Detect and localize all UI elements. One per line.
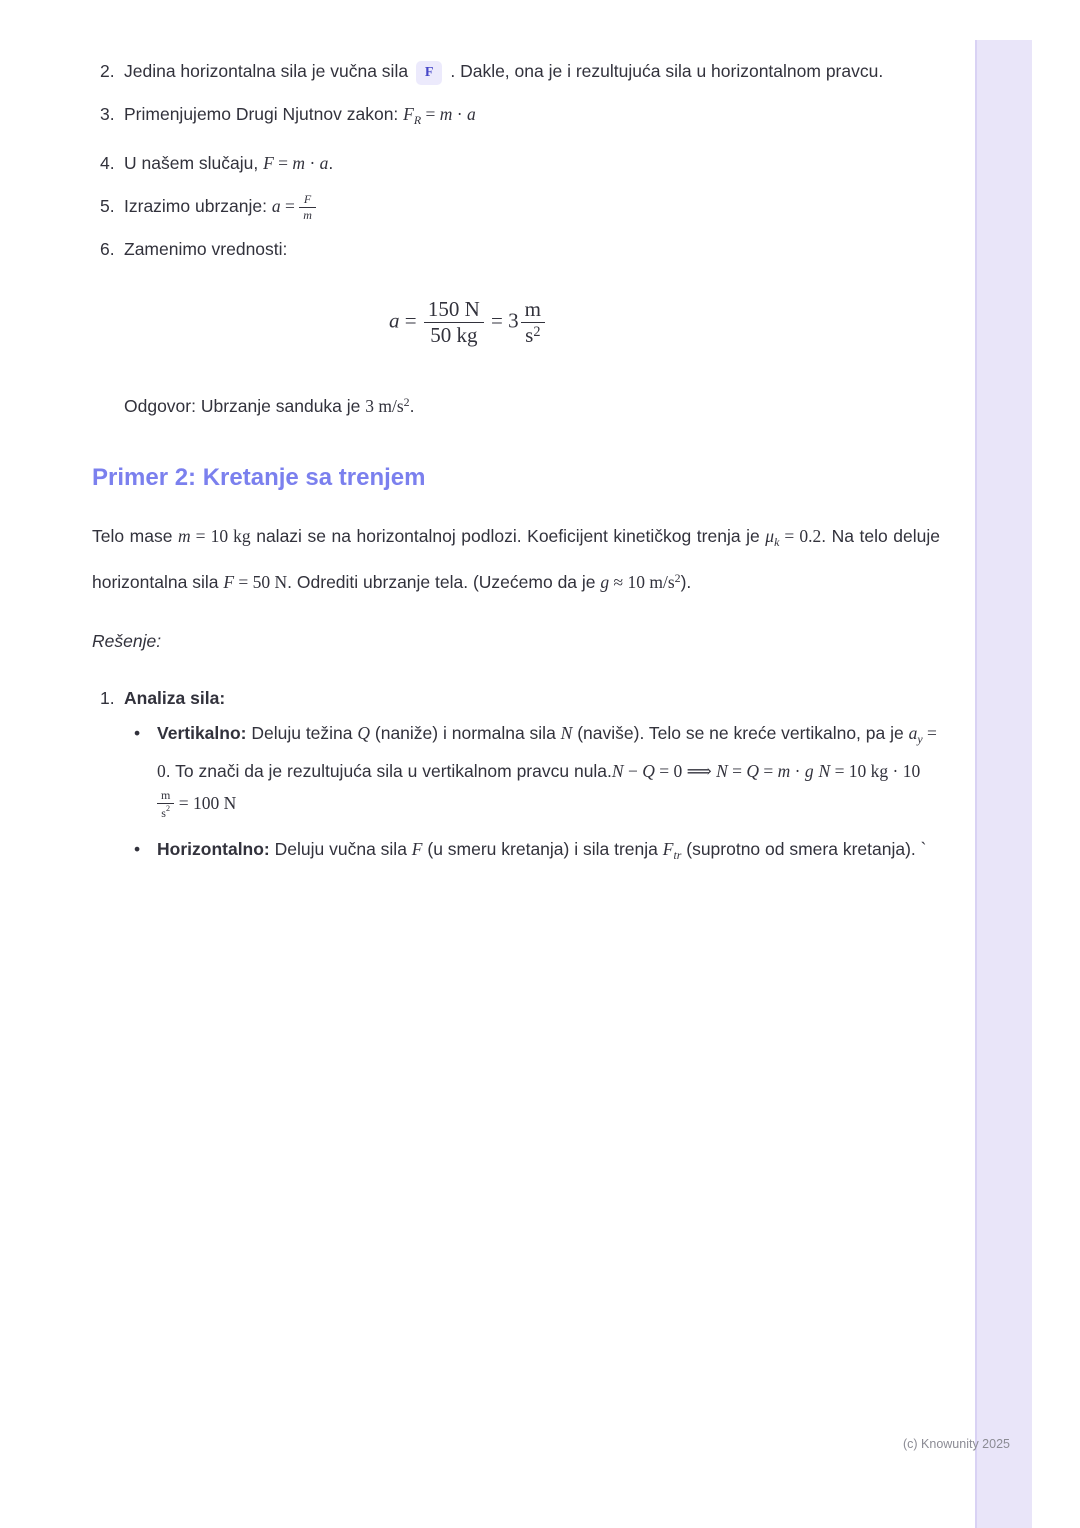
math-run: = 0: [157, 722, 937, 781]
fraction-numerator: [299, 192, 316, 207]
answer-line: [124, 387, 940, 422]
math-run: ·: [305, 153, 320, 173]
analysis-item-1: [100, 683, 940, 714]
math-run: a: [389, 308, 400, 333]
text-run: Odgovor: Ubrzanje sanduka je: [124, 395, 366, 416]
math-run: = 50 N: [234, 571, 288, 592]
step-item-2: [100, 56, 940, 87]
step-number: 6.: [100, 239, 115, 260]
math-run: =: [399, 308, 422, 333]
math-run: = 3: [485, 308, 519, 333]
analysis-list: [92, 683, 940, 714]
step-item-5: [100, 191, 940, 222]
fraction-numerator: [157, 788, 174, 803]
text-run: (naviše). Telo se ne kreće vertikalno, pa je: [572, 722, 909, 743]
text-run: (u smeru kretanja) i sila trenja: [422, 838, 663, 859]
copyright-footer: (c) Knowunity 2025: [902, 1437, 1010, 1451]
text-run: ).: [680, 571, 692, 592]
text-run: Jedina horizontalna sila je vučna sila: [124, 61, 413, 81]
math-run: ·: [790, 760, 805, 781]
math-run: F: [223, 571, 235, 592]
math-run: s: [525, 323, 534, 348]
fraction-denominator: [299, 208, 316, 222]
section-heading: Primer 2: Kretanje sa trenjem: [92, 463, 426, 491]
text-run: .: [328, 153, 334, 173]
math-run: k: [774, 534, 780, 549]
math-run: a: [908, 722, 918, 743]
math-run: = 0.2: [779, 525, 822, 546]
text-run: Primenjujemo Drugi Njutnov zakon:: [124, 104, 404, 124]
math-run: ·: [452, 104, 467, 124]
step-number: 4.: [100, 153, 115, 173]
text-run: Izrazimo ubrzanje:: [124, 196, 272, 216]
step-item-6: [100, 234, 940, 265]
text-run: Deluju vučna sila: [269, 838, 412, 859]
text-run: . Dakle, ona je i rezultujuća sila u horizontalnom pravcu.: [445, 61, 884, 81]
math-run: N: [611, 760, 624, 781]
text-run: (naniže) i normalna sila: [370, 722, 561, 743]
text-run: . To znači da je rezultujuća sila u vertikalnom pravcu nula.: [165, 760, 612, 781]
math-run: N: [716, 760, 728, 781]
page-right-margin-strip: [975, 40, 1032, 1528]
math-run: m: [524, 297, 541, 322]
force-badge: F: [416, 61, 443, 85]
step-number: 3.: [100, 104, 115, 124]
fraction-numerator: [521, 297, 545, 323]
step-text: [124, 99, 940, 136]
text-run: (suprotno od smera kretanja). `: [681, 838, 927, 859]
step-text: [124, 683, 940, 714]
text-run: Deluju težina: [246, 722, 358, 743]
math-run: = 100 N: [174, 792, 237, 813]
fraction-denominator: [157, 804, 174, 820]
math-run: 2: [165, 803, 171, 813]
text-run: Horizontalno:: [157, 838, 270, 859]
math-run: =: [727, 760, 747, 781]
step-text: [124, 191, 940, 222]
math-run: ≈ 10 m/s: [609, 571, 675, 592]
text-run: . Odrediti ubrzanje tela. (Uzećemo da je: [287, 571, 601, 592]
fraction-denominator: [521, 323, 545, 348]
fraction-denominator: [424, 323, 484, 348]
math-run: =: [421, 104, 440, 124]
bullet-horizontal: [134, 833, 940, 871]
math-run: 50 kg: [430, 323, 478, 348]
text-run: Zamenimo vrednosti:: [124, 239, 288, 260]
math-run: F: [411, 838, 423, 859]
math-run: Q: [642, 760, 655, 781]
math-run: 2: [674, 570, 681, 585]
math-run: 2: [533, 324, 541, 341]
step-item-3: [100, 99, 940, 136]
problem-statement: [92, 518, 940, 600]
analysis-bullets: [134, 717, 940, 871]
step-text: [124, 148, 940, 179]
fraction-numerator: [424, 297, 484, 323]
fraction: [299, 192, 316, 222]
bullet-text: [157, 717, 940, 820]
math-run: m: [777, 760, 791, 781]
math-run: F: [303, 192, 312, 207]
math-run: R: [413, 113, 422, 127]
text-run: .: [409, 395, 415, 416]
math-run: N: [818, 760, 831, 781]
math-run: =: [280, 196, 300, 216]
text-run: . Na telo deluje horizontalna sila: [92, 525, 940, 592]
math-run: F: [662, 838, 674, 859]
step-text: [124, 234, 940, 265]
bullet-marker: •: [134, 838, 141, 859]
math-run: 2: [403, 394, 410, 409]
text-run: Analiza sila:: [124, 687, 226, 708]
text-run: U našem slučaju,: [124, 153, 264, 173]
step-item-4: [100, 148, 940, 179]
numbered-steps: [92, 56, 940, 265]
math-run: tr: [673, 847, 682, 862]
math-run: m: [161, 788, 171, 803]
math-run: μ: [765, 525, 775, 546]
text-run: Telo mase: [92, 525, 178, 546]
math-run: Q: [357, 722, 371, 743]
text-run: Vertikalno:: [157, 722, 247, 743]
math-run: = 10 kg: [190, 525, 251, 546]
math-run: −: [623, 760, 643, 781]
math-run: m: [439, 104, 453, 124]
math-run: g: [804, 760, 814, 781]
text-run: nalazi se na horizontalnoj podlozi. Koeficijent kinetičkog trenja je: [250, 525, 766, 546]
math-run: a: [271, 196, 281, 216]
math-run: g: [600, 571, 610, 592]
step-number: 5.: [100, 196, 115, 216]
math-run: 150 N: [427, 297, 480, 322]
math-run: a: [319, 153, 329, 173]
math-run: m: [292, 153, 306, 173]
solution-label: Rešenje:: [92, 630, 162, 651]
math-run: Q: [746, 760, 760, 781]
document-content: [92, 56, 940, 884]
equation-block: [92, 297, 940, 348]
math-run: m: [177, 525, 191, 546]
math-run: =: [273, 153, 293, 173]
fraction: [424, 297, 484, 348]
bullet-text: [157, 833, 940, 871]
math-run: =: [759, 760, 778, 781]
fraction: [157, 788, 174, 820]
math-run: a: [466, 104, 476, 124]
math-run: N: [560, 722, 573, 743]
fraction: [521, 297, 545, 348]
step-number: 2.: [100, 61, 115, 81]
math-run: s: [161, 805, 166, 820]
math-run: = 0 ⟹: [654, 760, 717, 781]
bullet-vertical: [134, 717, 940, 820]
math-run: = 10 kg · 10: [830, 760, 921, 781]
math-run: y: [917, 731, 923, 746]
math-run: m: [303, 207, 312, 222]
step-number: 1.: [100, 687, 115, 708]
math-run: 3 m/s: [365, 395, 404, 416]
math-run: F: [403, 104, 414, 124]
math-run: F: [263, 153, 274, 173]
step-text: [124, 56, 940, 87]
bullet-marker: •: [134, 722, 141, 743]
